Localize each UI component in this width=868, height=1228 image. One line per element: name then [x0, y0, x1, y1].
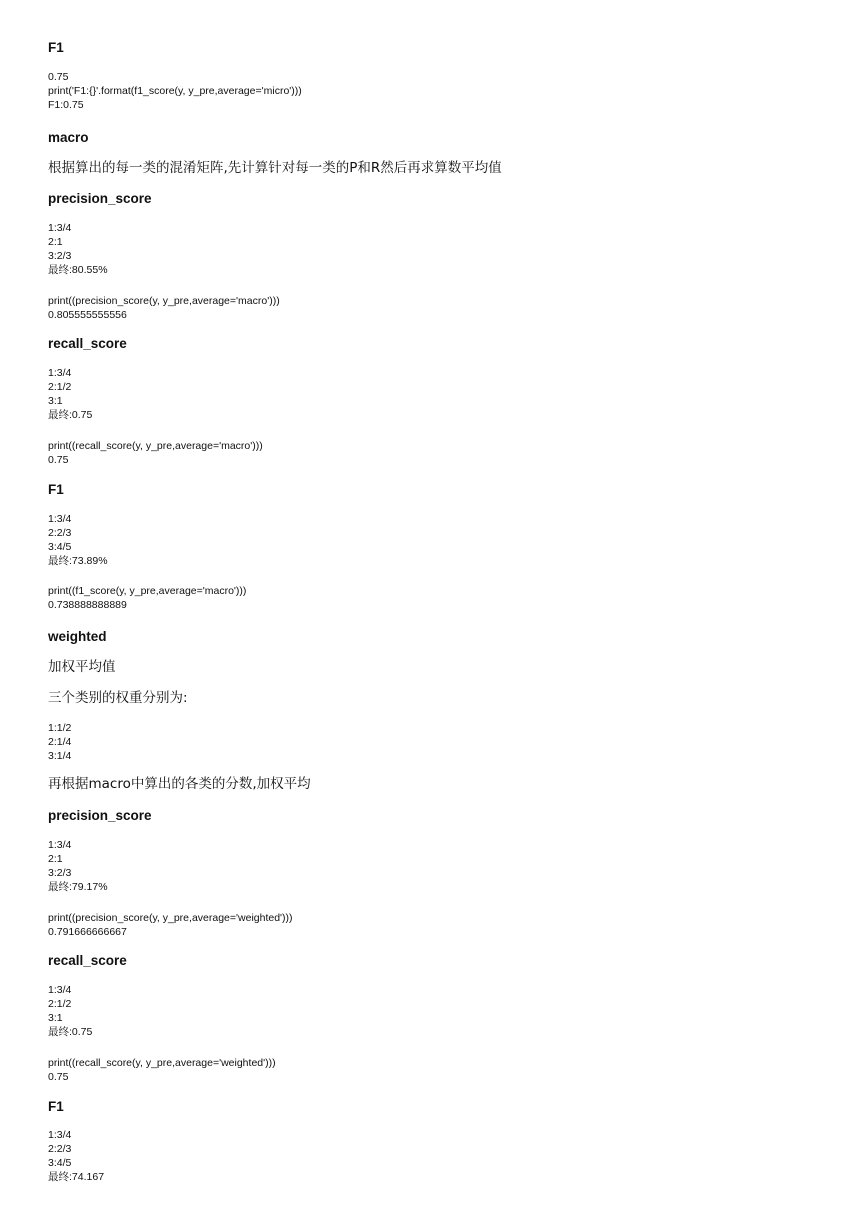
text-line: 3:2/3 — [48, 867, 72, 879]
text-line: 0.75 — [48, 454, 69, 466]
text-line: 3:2/3 — [48, 250, 72, 262]
text-line: 0.791666666667 — [48, 926, 127, 938]
text-line: 3:4/5 — [48, 541, 72, 553]
text-line: 1:3/4 — [48, 513, 72, 525]
text-line: 1:1/2 — [48, 722, 72, 734]
text-line: 1:3/4 — [48, 1129, 72, 1141]
text-line: print((f1_score(y, y_pre,average='macro'))) — [48, 585, 247, 597]
text-line: print((precision_score(y, y_pre,average='macro'))) — [48, 295, 280, 307]
section-heading: F1 — [48, 1099, 64, 1114]
text-line: 最终:73.89% — [48, 555, 108, 567]
text-line: 0.738888888889 — [48, 599, 127, 611]
text-line: 最终:74.167 — [48, 1171, 105, 1183]
text-line: print('F1:{}'.format(f1_score(y, y_pre,average='micro'))) — [48, 85, 302, 97]
section-heading: recall_score — [48, 953, 127, 968]
text-line: 最终:0.75 — [48, 409, 93, 421]
text-line: 3:1/4 — [48, 750, 72, 762]
section-heading: precision_score — [48, 808, 152, 823]
text-line: 最终:0.75 — [48, 1026, 93, 1038]
text-line: 2:1/4 — [48, 736, 72, 748]
paragraph: 再根据macro中算出的各类的分数,加权平均 — [48, 776, 311, 792]
text-line: 2:2/3 — [48, 527, 72, 539]
text-line: 3:1 — [48, 1012, 63, 1024]
paragraph: 根据算出的每一类的混淆矩阵,先计算针对每一类的P和R然后再求算数平均值 — [48, 160, 502, 176]
section-heading: precision_score — [48, 191, 152, 206]
text-line: 1:3/4 — [48, 367, 72, 379]
text-line: 最终:79.17% — [48, 881, 108, 893]
text-line: 2:1 — [48, 853, 63, 865]
text-line: 2:2/3 — [48, 1143, 72, 1155]
text-line: 1:3/4 — [48, 984, 72, 996]
text-line: F1:0.75 — [48, 99, 84, 111]
text-line: 0.805555555556 — [48, 309, 127, 321]
section-heading: recall_score — [48, 336, 127, 351]
section-heading: F1 — [48, 482, 64, 497]
section-heading: F1 — [48, 40, 64, 55]
section-heading: weighted — [48, 629, 107, 644]
text-line: print((precision_score(y, y_pre,average='weighted'))) — [48, 912, 293, 924]
text-line: print((recall_score(y, y_pre,average='macro'))) — [48, 440, 263, 452]
text-line: 3:4/5 — [48, 1157, 72, 1169]
text-line: 3:1 — [48, 395, 63, 407]
text-line: 1:3/4 — [48, 222, 72, 234]
text-line: print((recall_score(y, y_pre,average='weighted'))) — [48, 1057, 276, 1069]
text-line: 0.75 — [48, 1071, 69, 1083]
text-line: 2:1 — [48, 236, 63, 248]
section-heading: macro — [48, 130, 89, 145]
paragraph: 三个类别的权重分别为: — [48, 690, 188, 706]
paragraph: 加权平均值 — [48, 659, 116, 675]
text-line: 2:1/2 — [48, 998, 72, 1010]
text-line: 1:3/4 — [48, 839, 72, 851]
text-line: 2:1/2 — [48, 381, 72, 393]
text-line: 最终:80.55% — [48, 264, 108, 276]
text-line: 0.75 — [48, 71, 69, 83]
